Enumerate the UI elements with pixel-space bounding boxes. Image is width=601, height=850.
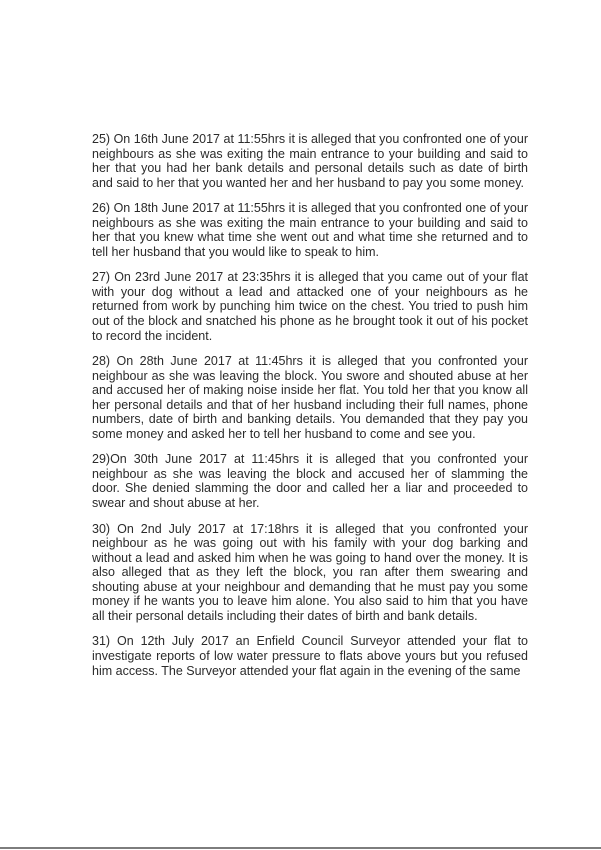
bottom-divider [0,847,601,849]
case-paragraph-29: 29)On 30th June 2017 at 11:45hrs it is alleged that you confronted your neighbour as she was leaving the block and accused her of slamming the door. She denied slamming the door and called her a liar and proceeded to swear and shout abuse at her. [92,452,528,511]
case-paragraph-26: 26) On 18th June 2017 at 11:55hrs it is alleged that you confronted one of your neighbours as she was exiting the main entrance to your building and said to her that you knew what time she went out and what time she returned and to tell her husband that you would like to speak to him. [92,201,528,259]
case-paragraph-28: 28) On 28th June 2017 at 11:45hrs it is alleged that you confronted your neighbour as she was leaving the block. You swore and shouted abuse at her and accused her of making noise inside her flat. You told her that you know all her personal details and that of her husband including their full names, phone numbers, date of birth and banking details. You demanded that they pay you some money and asked her to tell her husband to come and see you. [92,354,528,441]
case-paragraph-27: 27) On 23rd June 2017 at 23:35hrs it is alleged that you came out of your flat with your dog without a lead and attacked one of your neighbours as he returned from work by punching him twice on the chest. You tried to push him out of the block and snatched his phone as he brought took it out of his pocket to record the incident. [92,270,528,343]
text-column [92,132,528,678]
case-paragraph-31: 31) On 12th July 2017 an Enfield Council Surveyor attended your flat to investigate reports of low water pressure to flats above yours but you refused him access. The Surveyor attended your flat again in the evening of the same [92,634,528,678]
case-paragraph-30: 30) On 2nd July 2017 at 17:18hrs it is alleged that you confronted your neighbour as he was going out with his family with your dog barking and without a lead and asked him when he was going to hand over the money. It is also alleged that as they left the block, you ran after them swearing and shouting abuse at your neighbour and demanding that he must pay you some money if he wants you to leave him alone. You also said to him that you have all their personal details including their dates of birth and bank details. [92,521,528,623]
case-paragraph-25: 25) On 16th June 2017 at 11:55hrs it is alleged that you confronted one of your neighbours as she was exiting the main entrance to your building and said to her that you had her bank details and personal details such as date of birth and said to her that you wanted her and her husband to pay you some money. [92,132,528,190]
